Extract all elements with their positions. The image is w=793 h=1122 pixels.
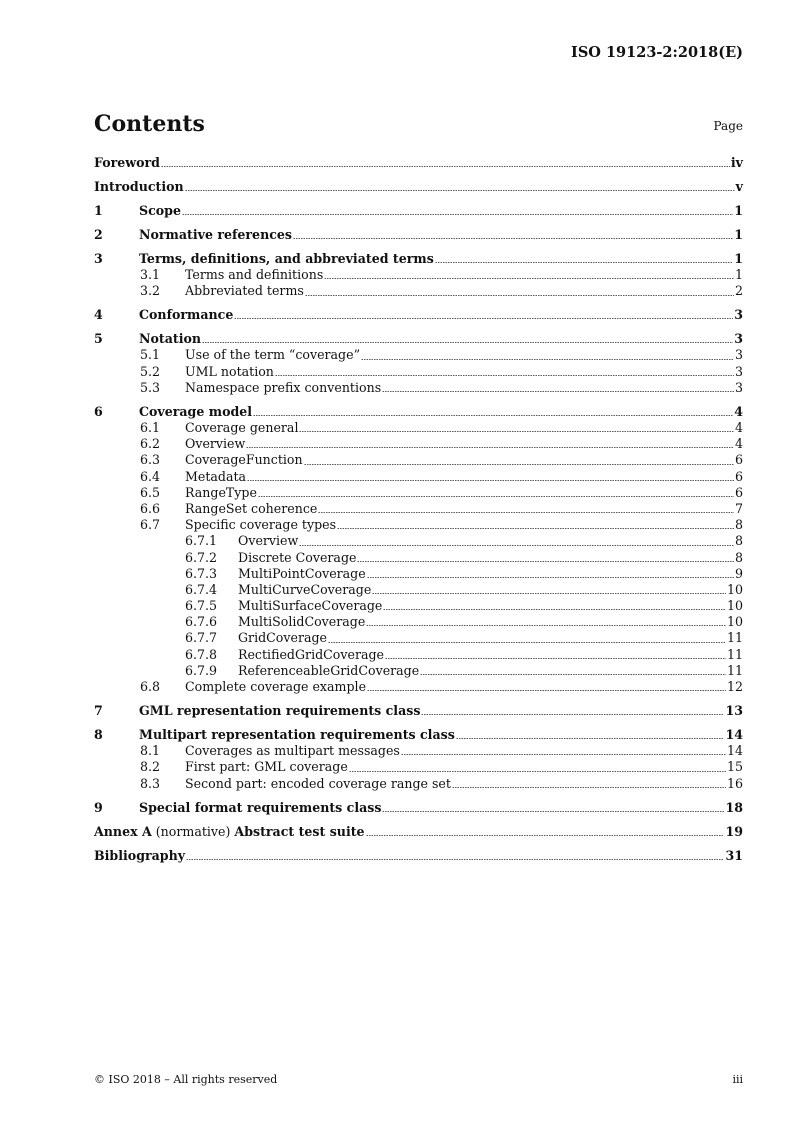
toc-section-number: 9 — [94, 799, 103, 815]
toc-entry-title: Normative references — [139, 226, 293, 242]
page-column-label: Page — [713, 119, 743, 133]
toc-page-number: 9 — [734, 565, 743, 581]
toc-entry-title: Coverages as multipart messages — [185, 743, 400, 759]
toc-entry-title: MultiCurveCoverage — [238, 581, 372, 597]
toc-leader-dots — [182, 214, 733, 215]
toc-leader-dots — [382, 811, 724, 812]
toc-leader-dots — [318, 512, 734, 513]
toc-section-number: 5.2 — [140, 363, 161, 379]
toc-leader-dots — [185, 190, 735, 191]
toc-entry[interactable] — [94, 727, 743, 743]
toc-entry[interactable] — [94, 283, 743, 299]
toc-section-number: 6.7.5 — [185, 598, 218, 614]
toc-entry[interactable] — [94, 824, 743, 840]
toc-section-number: 7 — [94, 703, 103, 718]
toc-entry[interactable] — [94, 420, 743, 436]
toc-entry[interactable] — [94, 848, 743, 864]
toc-section-number: 6.7 — [140, 517, 161, 533]
toc-entry[interactable] — [94, 759, 743, 775]
document-id: ISO 19123-2:2018(E) — [571, 44, 743, 61]
toc-entry[interactable] — [94, 743, 743, 759]
toc-leader-dots — [304, 464, 734, 465]
toc-entry-title: MultiPointCoverage — [238, 565, 366, 581]
toc-section-number: 6.7.3 — [185, 565, 218, 581]
toc-entry-title: RectifiedGridCoverage — [238, 646, 384, 662]
toc-entry-title: RangeType — [185, 484, 257, 500]
toc-section-number: 8.1 — [140, 743, 161, 759]
toc-leader-dots — [435, 262, 733, 263]
toc-page-number: 10 — [726, 581, 743, 597]
toc-entry-title: First part: GML coverage — [185, 759, 348, 775]
toc-leader-dots — [234, 318, 733, 319]
toc-entry-title: Multipart representation requirements class — [139, 726, 455, 742]
toc-entry-title: MultiSurfaceCoverage — [238, 598, 383, 614]
toc-page-number: 4 — [734, 420, 743, 436]
toc-entry-title — [94, 824, 365, 840]
toc-page-number: 31 — [725, 847, 743, 863]
toc-entry-title: MultiSolidCoverage — [238, 614, 366, 630]
toc-page-number: 11 — [726, 662, 743, 678]
toc-leader-dots — [202, 342, 733, 343]
toc-leader-dots — [275, 375, 734, 376]
toc-entry-title: Scope — [139, 202, 181, 218]
toc-entry[interactable] — [94, 179, 743, 195]
toc-leader-dots — [456, 738, 725, 739]
toc-leader-dots — [452, 787, 726, 788]
annex-label: Annex A — [94, 823, 152, 839]
toc-leader-dots — [401, 754, 726, 755]
toc-leader-dots — [253, 415, 733, 416]
toc-entry-title: GML representation requirements class — [139, 703, 421, 718]
toc-section-number: 2 — [94, 226, 103, 242]
toc-page-number: 3 — [734, 331, 743, 347]
toc-page-number: v — [735, 178, 743, 194]
toc-entry-title: RangeSet coherence — [185, 500, 318, 516]
toc-leader-dots — [324, 278, 734, 279]
toc-page-number: iv — [730, 155, 743, 170]
toc-page-number: 4 — [734, 403, 743, 419]
toc-page-number: 13 — [725, 703, 743, 718]
toc-section-number: 6.8 — [140, 679, 161, 695]
toc-entry-title: Namespace prefix conventions — [185, 379, 382, 395]
toc-entry-title: Discrete Coverage — [238, 549, 357, 565]
toc-entry[interactable] — [94, 647, 743, 663]
toc-entry[interactable] — [94, 251, 743, 267]
toc-leader-dots — [372, 593, 726, 594]
toc-entry-title: ReferenceableGridCoverage — [238, 662, 420, 678]
toc-section-number: 6.7.6 — [185, 614, 218, 630]
toc-entry[interactable] — [94, 800, 743, 816]
toc-page-number: 4 — [734, 436, 743, 452]
toc-entry[interactable] — [94, 203, 743, 219]
toc-entry-title: Overview — [185, 436, 246, 452]
toc-leader-dots — [246, 447, 734, 448]
toc-section-number: 8 — [94, 726, 103, 742]
toc-section-number: 6.7.4 — [185, 581, 218, 597]
toc-leader-dots — [357, 561, 734, 562]
toc-page-number: 1 — [734, 267, 743, 283]
toc-leader-dots — [305, 295, 734, 296]
toc-entry-title: Second part: encoded coverage range set — [185, 775, 451, 791]
toc-section-number: 6 — [94, 403, 103, 419]
toc-entry-title: Use of the term “coverage” — [185, 347, 361, 363]
toc-section-number: 6.7.1 — [185, 533, 218, 549]
toc-leader-dots — [258, 496, 734, 497]
toc-entry-title: Introduction — [94, 178, 184, 194]
table-of-contents — [94, 155, 743, 864]
toc-page-number: 3 — [734, 363, 743, 379]
toc-page-number: 6 — [734, 484, 743, 500]
toc-entry-title: Complete coverage example — [185, 679, 367, 695]
toc-entry-title: Foreword — [94, 155, 160, 170]
toc-entry[interactable] — [94, 267, 743, 283]
toc-entry[interactable] — [94, 485, 743, 501]
toc-page-number: 1 — [734, 226, 743, 242]
toc-section-number: 8.2 — [140, 759, 161, 775]
toc-entry[interactable] — [94, 598, 743, 614]
toc-entry-title: Coverage general — [185, 420, 299, 436]
toc-entry-title: GridCoverage — [238, 630, 327, 646]
toc-page-number: 10 — [726, 614, 743, 630]
toc-entry[interactable] — [94, 452, 743, 468]
toc-leader-dots — [247, 480, 734, 481]
toc-entry[interactable] — [94, 155, 743, 171]
toc-leader-dots — [367, 577, 734, 578]
toc-page-number: 15 — [726, 759, 743, 775]
copyright-footer: © ISO 2018 – All rights reserved — [94, 1073, 278, 1086]
toc-entry[interactable] — [94, 380, 743, 396]
toc-page-number: 14 — [726, 743, 743, 759]
toc-section-number: 3.2 — [140, 283, 161, 299]
toc-entry[interactable] — [94, 582, 743, 598]
toc-page-number: 19 — [725, 823, 743, 839]
toc-section-number: 6.5 — [140, 484, 161, 500]
toc-section-number: 5.1 — [140, 347, 161, 363]
toc-section-number: 6.1 — [140, 420, 161, 436]
toc-leader-dots — [421, 714, 724, 715]
toc-entry[interactable] — [94, 663, 743, 679]
toc-entry[interactable] — [94, 566, 743, 582]
toc-entry-title: Conformance — [139, 307, 234, 323]
toc-page-number: 1 — [734, 202, 743, 218]
toc-leader-dots — [382, 391, 734, 392]
toc-page-number: 12 — [726, 679, 743, 695]
toc-entry[interactable] — [94, 776, 743, 792]
toc-entry-title: Notation — [139, 331, 202, 347]
page-number: iii — [732, 1073, 743, 1086]
toc-page-number: 11 — [726, 630, 743, 646]
toc-page-number: 10 — [726, 598, 743, 614]
toc-entry-title: CoverageFunction — [185, 452, 303, 468]
toc-section-number: 5 — [94, 331, 103, 347]
toc-entry-title: Abbreviated terms — [185, 283, 304, 299]
toc-leader-dots — [349, 771, 726, 772]
toc-leader-dots — [186, 859, 724, 860]
toc-leader-dots — [366, 625, 726, 626]
toc-entry-title: Specific coverage types — [185, 517, 337, 533]
toc-entry[interactable] — [94, 679, 743, 695]
toc-leader-dots — [328, 642, 726, 643]
toc-section-number: 6.3 — [140, 452, 161, 468]
toc-entry[interactable] — [94, 550, 743, 566]
toc-entry-title: Bibliography — [94, 847, 186, 863]
toc-entry-title: Terms, definitions, and abbreviated terms — [139, 250, 434, 266]
toc-section-number: 6.4 — [140, 468, 161, 484]
toc-page-number: 3 — [734, 307, 743, 323]
toc-entry[interactable] — [94, 703, 743, 719]
toc-section-number: 8.3 — [140, 775, 161, 791]
toc-section-number: 6.6 — [140, 500, 161, 516]
toc-page-number: 8 — [734, 517, 743, 533]
toc-leader-dots — [383, 609, 726, 610]
toc-leader-dots — [161, 166, 730, 167]
toc-page-number: 14 — [725, 726, 743, 742]
toc-section-number: 6.2 — [140, 436, 161, 452]
toc-entry-title: Terms and definitions — [185, 267, 324, 283]
toc-entry-title: Special format requirements class — [139, 799, 382, 815]
toc-page-number: 8 — [734, 549, 743, 565]
toc-page-number: 6 — [734, 468, 743, 484]
toc-section-number: 6.7.7 — [185, 630, 218, 646]
toc-entry[interactable] — [94, 517, 743, 533]
toc-entry[interactable] — [94, 331, 743, 347]
toc-page-number: 18 — [725, 799, 743, 815]
toc-section-number: 6.7.9 — [185, 662, 218, 678]
toc-section-number: 3 — [94, 250, 103, 266]
toc-entry[interactable] — [94, 614, 743, 630]
toc-leader-dots — [299, 545, 734, 546]
toc-leader-dots — [367, 690, 726, 691]
toc-page-number: 6 — [734, 452, 743, 468]
toc-page-number: 3 — [734, 379, 743, 395]
toc-page-number: 7 — [734, 500, 743, 516]
toc-leader-dots — [385, 658, 726, 659]
toc-leader-dots — [337, 528, 734, 529]
toc-section-number: 4 — [94, 307, 103, 323]
toc-entry[interactable] — [94, 501, 743, 517]
toc-entry-title: Metadata — [185, 468, 247, 484]
annex-type: (normative) — [151, 823, 235, 839]
toc-entry[interactable] — [94, 630, 743, 646]
toc-section-number: 1 — [94, 202, 103, 218]
toc-entry[interactable] — [94, 364, 743, 380]
toc-section-number: 5.3 — [140, 379, 161, 395]
toc-page-number: 16 — [726, 775, 743, 791]
toc-entry-title: Overview — [238, 533, 299, 549]
toc-entry-title: UML notation — [185, 363, 274, 379]
annex-title: Abstract test suite — [234, 823, 365, 839]
toc-leader-dots — [293, 238, 733, 239]
toc-entry[interactable] — [94, 533, 743, 549]
toc-leader-dots — [299, 431, 734, 432]
toc-leader-dots — [361, 359, 734, 360]
page-title: Contents — [94, 111, 205, 137]
toc-page-number: 11 — [726, 646, 743, 662]
toc-entry[interactable] — [94, 347, 743, 363]
toc-page-number: 3 — [734, 347, 743, 363]
toc-entry-title: Coverage model — [139, 403, 253, 419]
toc-entry[interactable] — [94, 404, 743, 420]
toc-entry[interactable] — [94, 227, 743, 243]
toc-section-number: 6.7.2 — [185, 549, 218, 565]
toc-page-number: 8 — [734, 533, 743, 549]
toc-page-number: 1 — [734, 250, 743, 266]
toc-section-number: 6.7.8 — [185, 646, 218, 662]
toc-entry[interactable] — [94, 469, 743, 485]
toc-page-number: 2 — [734, 283, 743, 299]
toc-entry[interactable] — [94, 436, 743, 452]
toc-leader-dots — [420, 674, 726, 675]
toc-entry[interactable] — [94, 307, 743, 323]
toc-leader-dots — [366, 835, 725, 836]
toc-section-number: 3.1 — [140, 267, 161, 283]
